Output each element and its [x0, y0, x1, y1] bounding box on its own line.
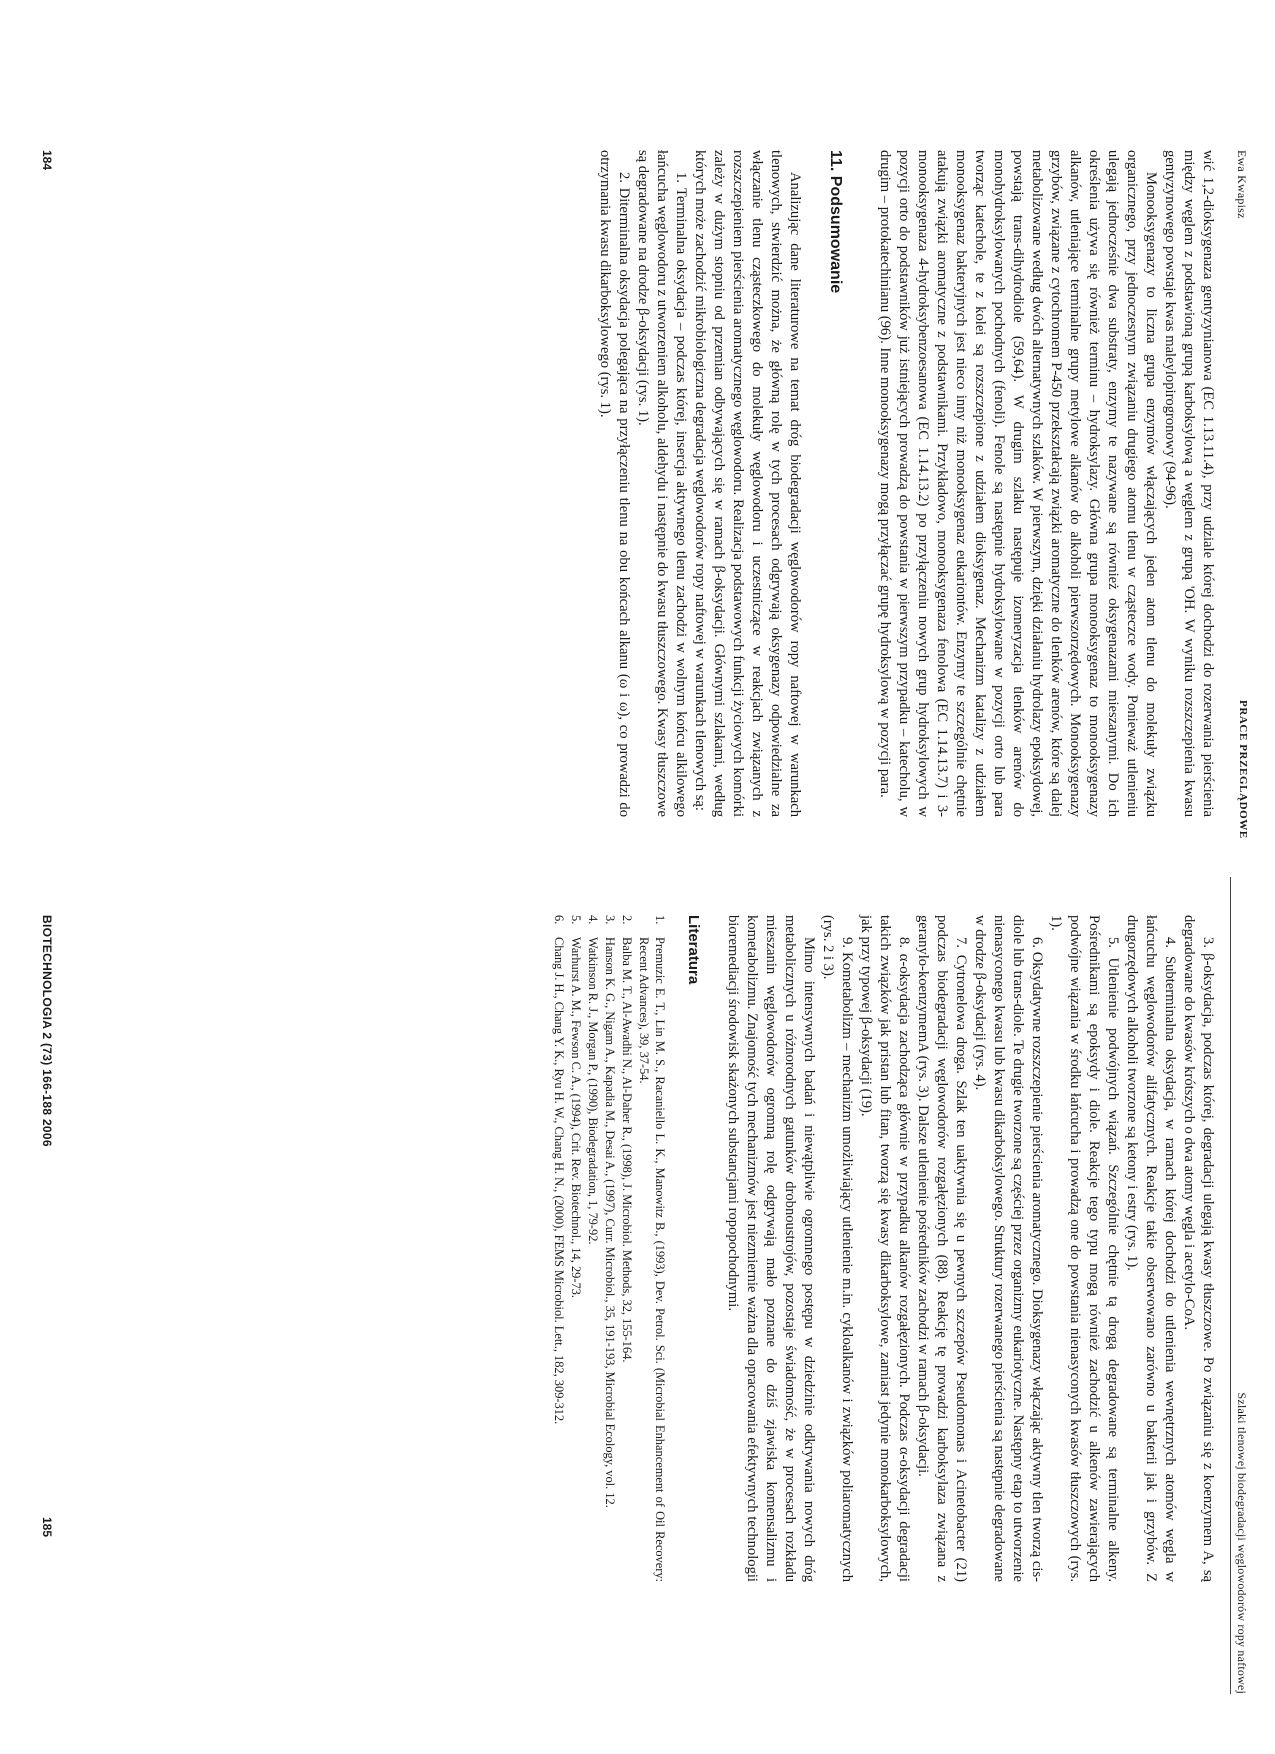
paragraph: wić 1,2-dioksygenaza gentyzynianowa (EC 1.13.11.4), przy udziale której dochodzi do rozerwania pierścienia między węglem z podstawioną grupą karboksylową a węglem z grupą 'OH. W wyniku rozszczepienia kwasu gentyzynowego powstaje kwas maleylopirogronowy (94-96).: [1162, 150, 1216, 817]
reference-item: [636, 915, 668, 1582]
running-head-author: Ewa Kwapisz: [1235, 150, 1249, 219]
journal-footer: BIOTECHNOLOGIA 2 (73) 166-188 2006: [40, 915, 54, 1147]
reference-text: Watkinson R. J., Morgan P., (1990), Biodegradation, 1, 79-92.: [586, 937, 600, 1245]
page-185-body: [550, 915, 1217, 1582]
paragraph: 6. Oksydatywne rozszczepienie pierścienia aromatycznego. Dioksygenazy włączając aktywny tlen tworzą cis-diole lub trans-diole. Te drugie tworzone są częściej przez organizmy eukariotyczne. Następny etap to utworzenie nienasyconego kwasu lub kwasu dikarboksylowego. Struktury rozerwanego pierścienia są następnie degradowane w drodze β-oksydacji (rys. 4).: [972, 915, 1045, 1582]
reference-text: Chang J. H., Chang Y. K., Ryu H. W., Chang H. N., (2000), FEMS Microbiol. Lett., 182, 309-312.: [552, 937, 566, 1425]
reference-item: [551, 915, 567, 1582]
reference-number: 1.: [653, 915, 667, 925]
running-head-title: Szlaki tlenowej biodegradacji węglowodorów ropy naftowej: [1230, 877, 1249, 1694]
reference-number: 6.: [552, 915, 566, 925]
paragraph: 7. Cytronelowa droga. Szlak ten uaktywnia się u pewnych szczepów Pseudomonas i Acinetobacter (21) podczas biodegradacji węglowodorów rozgałęzionych (88). Reakcję tę prowadzi karboksylaza związana z geranylo-koenzymemA (rys. 3). Dalsze utlenienie pośredników zachodzi w ramach β-oksydacji.: [915, 915, 969, 1582]
page-number: 184: [40, 150, 54, 171]
running-head-section: PRACE PRZEGLĄDOWE: [1237, 700, 1249, 839]
paragraph: Mimo intensywnych badań i niewątpliwie ogromnego postępu w dziedzinie odkrywania nowych dróg metabolicznych u różnorodnych gatunków drobnoustrojów, pozostaje świadomość, że w procesach rozkładu mieszanin węglowodorów ogromną rolę odgrywają mało poznane do dziś zjawiska komensalizmu i kometabolizmu. Znajomość tych mechanizmów jest niezmiernie ważna dla opracowania efektywnych technologii bioremediacji środowisk skażonych substancjami ropopochodnymi.: [725, 915, 817, 1582]
reference-item: [602, 915, 618, 1582]
references-title: Literatura: [685, 915, 702, 985]
paragraph: 5. Utlenienie podwójnych wiązań. Szczególnie chętnie tą drogą degradowane są terminalne alkeny. Pośrednikami są epoksydy i diole. Reakcje tego typu mogą również zachodzić u alkenów zawierających podwójne wiązania w środku łańcucha i prowadzą one do powstania nienasyconych kwasów tłuszczowych (rys. 1).: [1048, 915, 1121, 1582]
reference-text: Premuzic E. T., Lin M. S., Racaniello L. K., Manowitz B., (1993), Dev. Petrol. Sci. (Microbial Enhancement of Oil Recovery: Recent Advances), 39, 37-54.: [637, 937, 667, 1582]
page-185: [0, 877, 1275, 1754]
references-list: [551, 915, 668, 1582]
reference-text: Balba M. T., Al-Awadhi N., Al-Daher R., (1998), J. Microbiol. Methods, 32, 155-164.: [620, 937, 634, 1363]
reference-number: 5.: [569, 915, 583, 925]
paragraph: Monooksygenazy to liczna grupa enzymów włączających jeden atom tlenu do molekuły związku organicznego, przy jednoczesnym związaniu drugiego atomu tlenu w cząsteczce wody. Ponieważ utlenieniu ulegają jednocześnie dwa substraty, enzymy te nazywane są również oksygenazami mieszanymi. Do ich określenia używa się również terminu – hydroksylazy. Główna grupa monooksygenaz to monooksygenazy alkanów, utleniające terminalne grupy metylowe alkanów do alkoholi pierwszorzędowych. Monooksygenazy grzybów, związane z cytochromem P-450 przekształcają związki aromatyczne do tlenków arenów, które są dalej metabolizowane według dwóch alternatywnych szlaków. W pierwszym, dzięki działaniu hydrolazy epoksydowej, powstają trans-dihydrodiole (59,64). W drugim szlaku następuje izomeryzacja tlenków arenów do monohydroksylowanych pochodnych (fenoli). Fenole są następnie hydroksylowane w pozycji orto lub para tworząc katechole, te z kolei są rozszczepione z udziałem dioksygenaz. Mechanizm katalizy z udziałem monooksygenaz bakteryjnych jest nieco inny niż monooksygenaz eukariontów. Enzymy te szczególnie chętnie atakują związki aromatyczne z podstawnikami. Przykładowo, monooksygenaza fenolowa (EC 1.14.13.7) i 3-monooksygenaza 4-hydroksybenzoesanowa (EC 1.14.13.2) po przyłączeniu nowych grup hydroksylowych w pozycji orto do podstawników już istniejących prowadzą do powstania w pierwszym przypadku – katecholu, w drugim – protokatechinianu (96). Inne monooksygenazy mogą przyłączać grupę hydroksylową w pozycji para.: [877, 150, 1159, 817]
paragraph: 8. α-oksydacja zachodząca głównie w przypadku alkanów rozgałęzionych. Podczas α-oksydacji degradacji takich związków jak pristan lub fitan, tworzą się kwasy dikarboksylowe, zamiast jedynie monokarboksylowych, jak przy typowej β-oksydacji (19).: [858, 915, 912, 1582]
reference-number: 3.: [603, 915, 617, 925]
reference-text: Warhurst A. M., Fewson C. A., (1994), Crit. Rev. Biotechnol., 14, 29-73.: [569, 937, 583, 1298]
page-184-body: [595, 150, 1217, 817]
section-title: 11. Podsumowanie: [827, 150, 844, 294]
paragraph: 2. Diterminalna oksydacja polegająca na przyłączeniu tlenu na obu końcach alkanu (ω i ω), co prowadzi do otrzymania kwasu dikarboksylowego (rys. 1).: [597, 150, 632, 817]
reference-number: 4.: [586, 915, 600, 925]
page-number: 185: [40, 1517, 54, 1538]
paragraph: 9. Kometabolizm – mechanizm umożliwiający utlenienie m.in. cykloalkanów i związków poliaromatycznych (rys. 2 i 3).: [820, 915, 855, 1582]
paragraph: Analizując dane literaturowe na temat dróg biodegradacji węglowodorów ropy naftowej w warunkach tlenowych, stwierdzić można, że główną rolę w tych procesach odgrywają oksygenazy odpowiedzialne za włączanie tlenu cząsteczkowego do molekuły węglowodoru i uczestniczące w reakcjach związanych z rozszczepieniem pierścienia aromatycznego węglowodoru. Realizacja podstawowych funkcji życiowych komórki zależy w dużym stopniu od przemian odbywających się w ramach β-oksydacji. Głównymi szlakami, według których może zachodzić mikrobiologiczna degradacja węglowodorów ropy naftowej w warunkach tlenowych są:: [692, 150, 803, 817]
paragraph: 3. β-oksydacja, podczas której, degradacji ulegają kwasy tłuszczowe. Po związaniu się z koenzymem A, są degradowane do kwasów krótszych o dwa atomy węgla i acetylo-CoA.: [1181, 915, 1216, 1582]
reference-text: Hanson K. G., Nigam A., Kapadia M., Desai A., (1997), Curr. Microbiol., 35, 191-193, Microbial Ecology, vol. 12.: [603, 937, 617, 1508]
reference-item: [568, 915, 584, 1582]
reference-item: [585, 915, 601, 1582]
reference-item: [619, 915, 635, 1582]
reference-number: 2.: [620, 915, 634, 925]
paragraph: 4. Subterminalna oksydacja, w ramach której dochodzi do utlenienia wewnętrznych atomów węgla w łańcuchu węglowodorów alifatycznych. Reakcje takie obserwowano zarówno u bakterii jak i grzybów. Z drugorzędowych alkoholi tworzone są ketony i estry (rys. 1).: [1124, 915, 1178, 1582]
paragraph: 1. Terminalna oksydacja – podczas której, insercja aktywnego tlenu zachodzi w wolnym końcu alkilowego łańcucha węglowodoru z utworzeniem alkoholu, aldehydu i następnie do kwasu tłuszczowego. Kwasy tłuszczowe są degradowane na drodze β-oksydacji (rys. 1).: [635, 150, 689, 817]
